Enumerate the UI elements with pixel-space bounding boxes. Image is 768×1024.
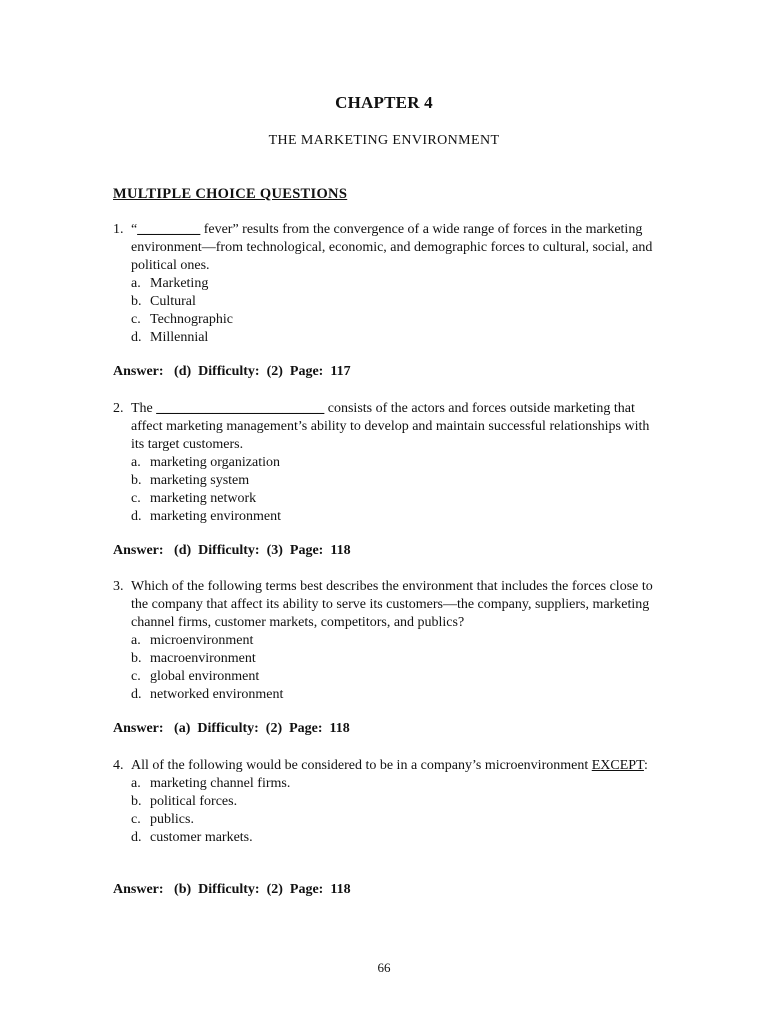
option-text: political forces. [150, 794, 238, 809]
question-text-before: “ [131, 222, 138, 237]
question-text-before: All of the following would be considered to be in a company’s microenvironment [131, 758, 592, 773]
option-letter: b. [131, 294, 142, 309]
option-letter: d. [131, 509, 142, 524]
option-letter: d. [131, 830, 142, 845]
option-letter: c. [131, 812, 141, 827]
question-text-before: The [131, 401, 157, 416]
option-list [131, 454, 653, 526]
option-d [131, 829, 653, 847]
question-text [131, 400, 653, 454]
option-text: global environment [150, 669, 260, 684]
option-c [131, 811, 653, 829]
option-text: customer markets. [150, 830, 253, 845]
question-text [131, 221, 653, 275]
option-text: networked environment [150, 687, 284, 702]
option-text: Millennial [150, 330, 209, 345]
option-letter: b. [131, 473, 142, 488]
option-d [131, 329, 653, 347]
option-b [131, 293, 653, 311]
option-letter: d. [131, 687, 142, 702]
option-c [131, 311, 653, 329]
option-text: microenvironment [150, 633, 254, 648]
option-c [131, 490, 653, 508]
option-text: Technographic [150, 312, 233, 327]
option-letter: c. [131, 312, 141, 327]
option-letter: c. [131, 669, 141, 684]
option-letter: b. [131, 651, 142, 666]
question-3 [113, 578, 653, 704]
option-b [131, 793, 653, 811]
option-text: marketing network [150, 491, 257, 506]
option-text: Marketing [150, 276, 209, 291]
question-2 [113, 400, 653, 526]
option-text: Cultural [150, 294, 196, 309]
question-text-after: : [643, 758, 648, 773]
question-number: 1. [113, 222, 124, 237]
option-list [131, 275, 653, 347]
option-text: marketing channel firms. [150, 776, 291, 791]
option-a [131, 275, 653, 293]
answer-line-3: Answer: (a) Difficulty: (2) Page: 118 [113, 721, 350, 736]
option-text: marketing organization [150, 455, 280, 470]
option-a [131, 454, 653, 472]
option-text: publics. [150, 812, 194, 827]
question-blank: _________ [137, 222, 201, 237]
answer-line-4: Answer: (b) Difficulty: (2) Page: 118 [113, 882, 351, 897]
option-text: marketing environment [150, 509, 282, 524]
option-a [131, 632, 653, 650]
option-d [131, 508, 653, 526]
option-a [131, 775, 653, 793]
question-1 [113, 221, 653, 347]
question-emphasis: EXCEPT [591, 758, 644, 773]
section-heading: MULTIPLE CHOICE QUESTIONS [113, 186, 348, 202]
question-text [131, 757, 653, 775]
option-c [131, 668, 653, 686]
question-4 [113, 757, 653, 847]
question-blank: ________________________ [156, 401, 325, 416]
option-text: marketing system [150, 473, 250, 488]
question-number: 3. [113, 579, 124, 594]
question-text: Which of the following terms best describes the environment that includes the forces close to the company that affect its ability to serve its customers—the company, suppliers, marketing channel firms, customer markets, competitors, and publics? [131, 579, 653, 630]
option-b [131, 472, 653, 490]
option-list [131, 775, 653, 847]
option-list [131, 632, 653, 704]
option-letter: a. [131, 776, 141, 791]
question-text-after: fever” results from the convergence of a wide range of forces in the marketing environment—from technological, economic, and demographic forces to cultural, social, and political ones. [131, 222, 653, 273]
option-letter: a. [131, 633, 141, 648]
question-number: 2. [113, 401, 124, 416]
option-text: macroenvironment [150, 651, 256, 666]
option-letter: a. [131, 455, 141, 470]
chapter-subtitle: THE MARKETING ENVIRONMENT [268, 133, 500, 148]
option-b [131, 650, 653, 668]
option-letter: c. [131, 491, 141, 506]
option-letter: b. [131, 794, 142, 809]
answer-line-2: Answer: (d) Difficulty: (3) Page: 118 [113, 543, 351, 558]
option-d [131, 686, 653, 704]
page-number: 66 [377, 960, 391, 975]
chapter-heading: CHAPTER 4 [335, 93, 433, 112]
question-number: 4. [113, 758, 124, 773]
question-text-after: consists of the actors and forces outside marketing that affect marketing management’s ability to develop and maintain successful relationships with its target customers. [131, 401, 650, 452]
option-letter: a. [131, 276, 141, 291]
answer-line-1: Answer: (d) Difficulty: (2) Page: 117 [113, 364, 351, 379]
option-letter: d. [131, 330, 142, 345]
